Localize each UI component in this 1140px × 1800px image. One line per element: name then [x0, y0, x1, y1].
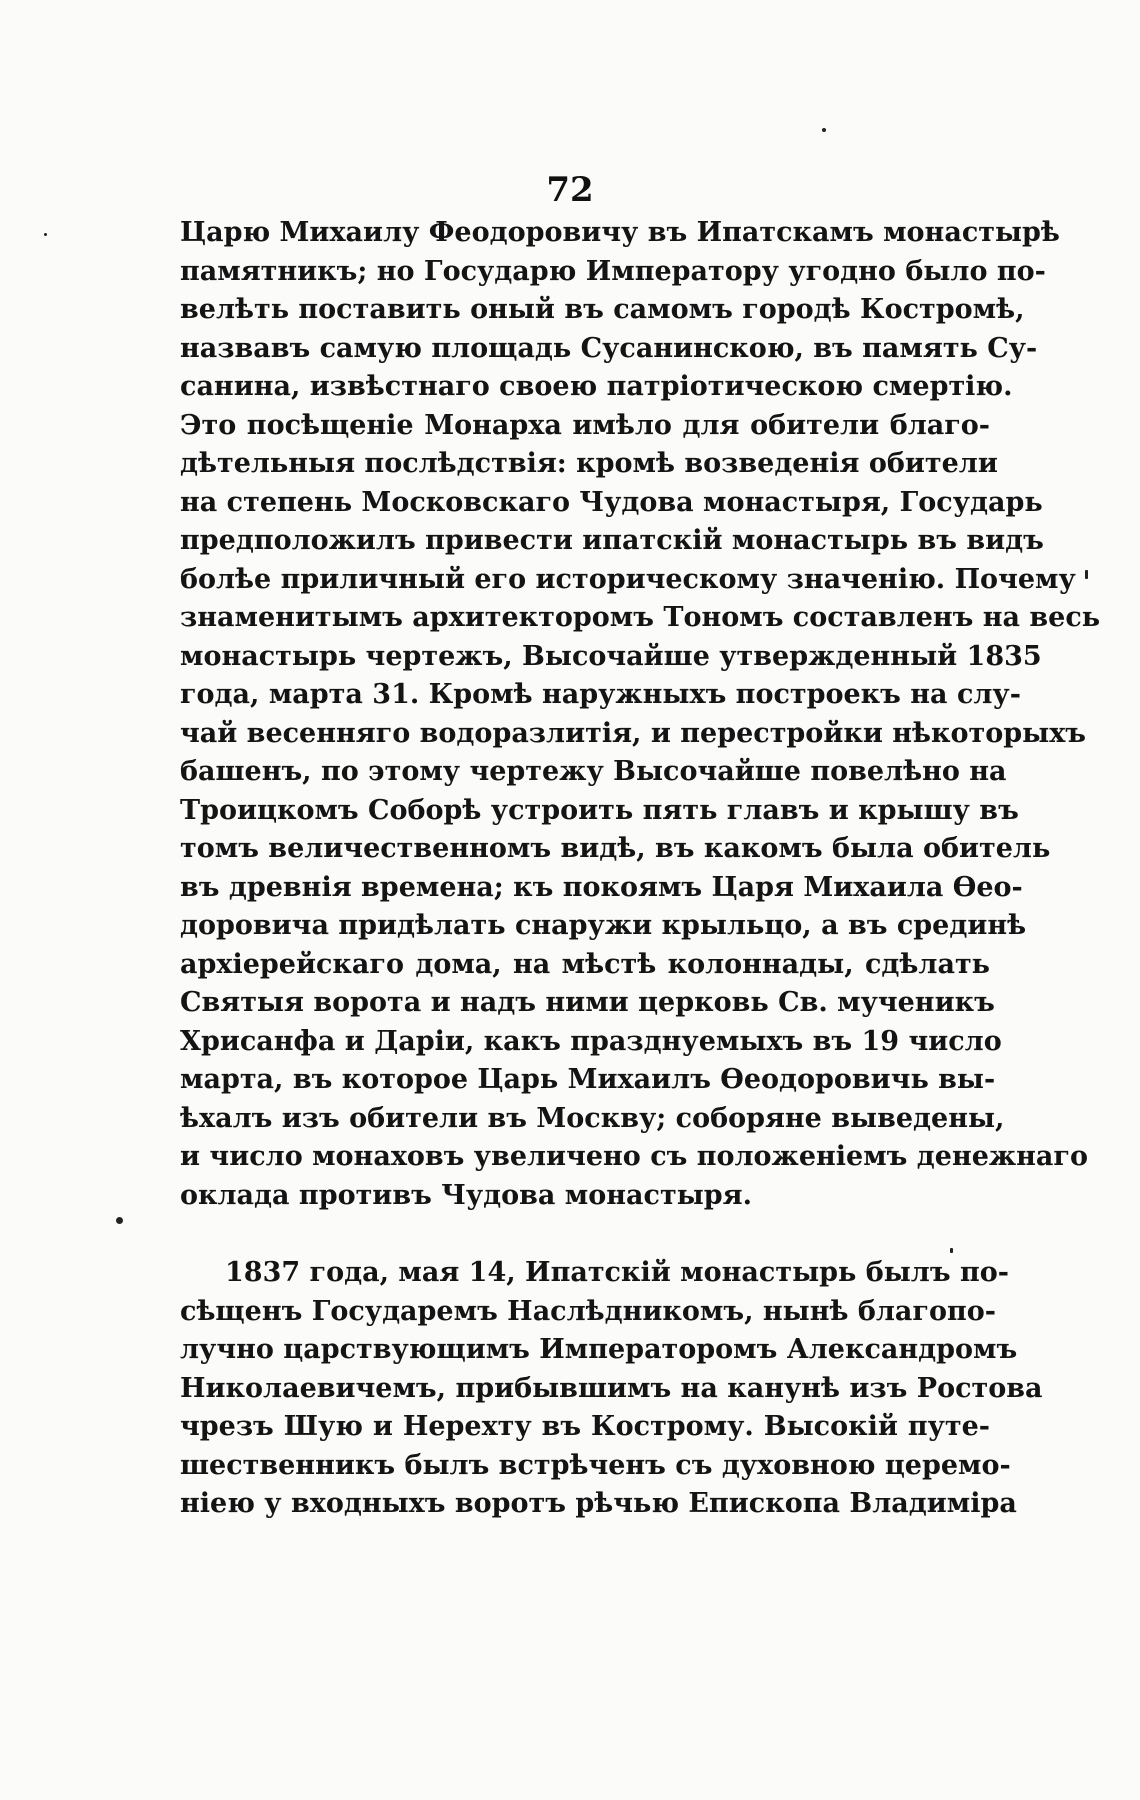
text-line: башенъ, по этому чертежу Высочайше повелѣно на [180, 756, 1007, 787]
text-line: архіерейскаго дома, на мѣстѣ колоннады, сдѣлать [180, 948, 990, 980]
text-line: болѣе приличный его историческому значенію. Почему [180, 563, 1076, 595]
text-line: въ древнія времена; къ покоямъ Царя Михаила Ѳео- [180, 871, 1023, 903]
text-line: Святыя ворота и надъ ними церковь Св. мученикъ [180, 987, 995, 1018]
text-line: шественникъ былъ встрѣченъ съ духовною церемо- [180, 1449, 1011, 1481]
text-line: назвавъ самую площадь Сусанинскою, въ память Су- [180, 332, 1038, 364]
text-line: доровича придѣлать снаружи крыльцо, а въ срединѣ [180, 910, 1027, 941]
ink-speck [1085, 570, 1088, 579]
text-line: ѣхалъ изъ обители въ Москву; соборяне выведены, [180, 1102, 1005, 1134]
text-line: сѣщенъ Государемъ Наслѣдникомъ, нынѣ благопо- [180, 1295, 996, 1327]
ink-speck [44, 233, 47, 236]
text-line: предположилъ привести ипатскій монастырь въ видъ [180, 525, 1044, 556]
text-line: велѣть поставить оный въ самомъ городѣ Костромѣ, [180, 294, 1025, 325]
text-line: Хрисанфа и Даріи, какъ празднуемыхъ въ 19 число [180, 1025, 1002, 1057]
text-line: Троицкомъ Соборѣ устроить пять главъ и крышу въ [180, 794, 1019, 826]
ink-speck [822, 128, 826, 132]
text-line: дѣтельныя послѣдствія: кромѣ возведенія обители [180, 448, 998, 479]
text-line: ніею у входныхъ воротъ рѣчью Епископа Владиміра [180, 1488, 1017, 1519]
text-line: чрезъ Шую и Нерехту въ Кострому. Высокій путе- [180, 1411, 990, 1442]
text-line: Николаевичемъ, прибывшимъ на канунѣ изъ Ростова [180, 1372, 1043, 1404]
paragraph-1 [180, 214, 1101, 1215]
text-line: и число монаховъ увеличено съ положеніемъ денежнаго [180, 1141, 1088, 1172]
text-line: Это посѣщеніе Монарха имѣло для обители благо- [180, 409, 990, 441]
text-line: монастырь чертежъ, Высочайше утвержденный 1835 [180, 640, 1042, 672]
page-number: 72 [546, 170, 594, 210]
text-line: знаменитымъ архитекторомъ Тономъ составленъ на весь [180, 602, 1101, 633]
text-line: на степень Московскаго Чудова монастыря, Государь [180, 486, 1043, 518]
text-line: томъ величественномъ видѣ, въ какомъ была обитель [180, 833, 1051, 864]
text-line: 1837 года, мая 14, Ипатскій монастырь былъ по- [225, 1257, 1009, 1288]
text-line: оклада противъ Чудова монастыря. [180, 1179, 752, 1211]
ink-speck [950, 1248, 953, 1253]
text-line: санина, извѣстнаго своею патріотическою смертію. [180, 371, 1013, 402]
text-line: лучно царствующимъ Императоромъ Александромъ [180, 1334, 1018, 1365]
text-line: года, марта 31. Кромѣ наружныхъ построекъ на слу- [180, 679, 1021, 710]
ink-speck [116, 1217, 123, 1224]
text-line: марта, въ которое Царь Михаилъ Ѳеодоровичь вы- [180, 1064, 996, 1095]
paragraph-2 [180, 1254, 1043, 1524]
text-line: памятникъ; но Государю Императору угодно было по- [180, 255, 1046, 287]
text-line: Царю Михаилу Феодоровичу въ Ипатскамъ монастырѣ [180, 217, 1060, 248]
text-line: чай весенняго водоразлитія, и перестройки нѣкоторыхъ [180, 717, 1087, 749]
